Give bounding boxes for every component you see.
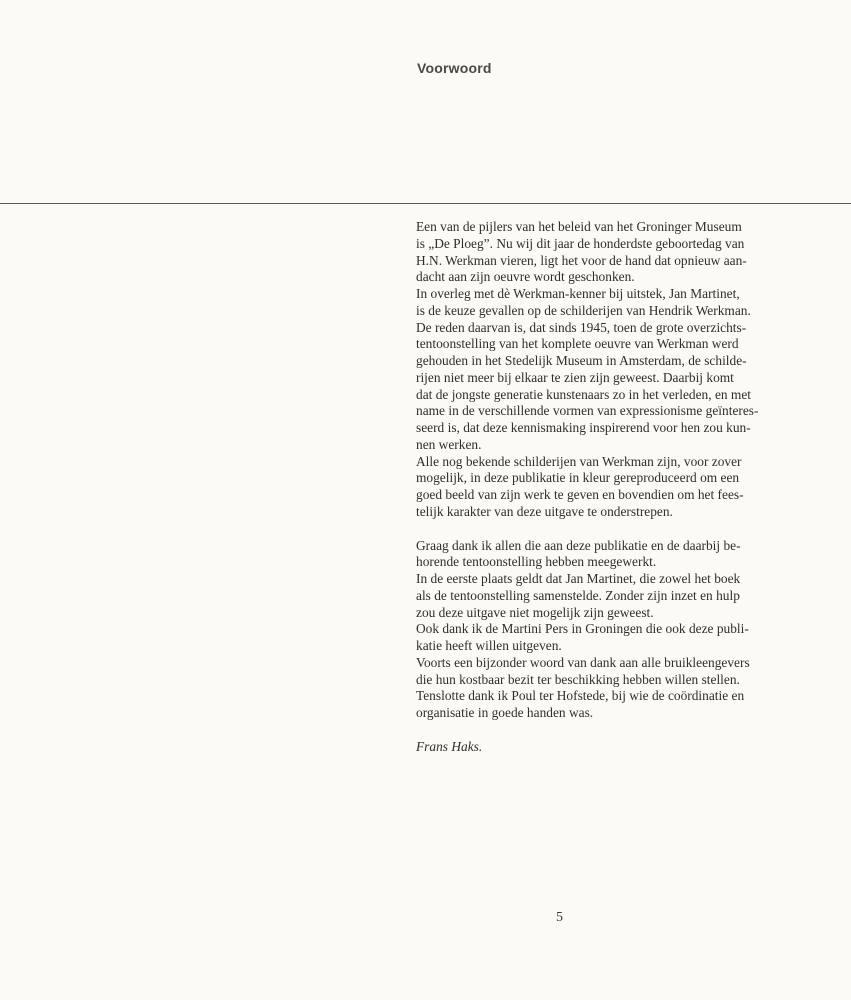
text-line: zou deze uitgave niet mogelijk zijn geweest.	[416, 604, 654, 620]
paragraph-acknowledgements	[416, 538, 811, 722]
text-line: dat de jongste generatie kunstenaars zo in het verleden, en met	[416, 386, 752, 402]
text-line: In de eerste plaats geldt dat Jan Martinet, die zowel het boek	[416, 571, 741, 586]
text-line: De reden daarvan is, dat sinds 1945, toen de grote overzichts-	[416, 319, 747, 335]
text-line: organisatie in goede handen was.	[416, 705, 594, 720]
text-line: is de keuze gevallen op de schilderijen van Hendrik Werkman.	[416, 302, 751, 318]
foreword-body	[416, 219, 811, 756]
text-line: gehouden in het Stedelijk Museum in Amsterdam, de schilde-	[416, 353, 747, 368]
horizontal-rule	[0, 203, 851, 204]
text-line: mogelijk, in deze publikatie in kleur gereproduceerd om een	[416, 470, 740, 486]
page-title: Voorwoord	[417, 60, 492, 76]
text-line: nen werken.	[416, 436, 482, 452]
text-line: seerd is, dat deze kennismaking inspirerend voor hen zou kun-	[416, 420, 751, 435]
text-line: name in de verschillende vormen van expressionisme geïnteres-	[416, 403, 759, 419]
text-line: goed beeld van zijn werk te geven en bovendien om het fees-	[416, 487, 744, 502]
text-line: Graag dank ik allen die aan deze publikatie en de daarbij be-	[416, 537, 741, 553]
text-line: telijk karakter van deze uitgave te onderstrepen.	[416, 503, 673, 519]
text-line: rijen niet meer bij elkaar te zien zijn geweest. Daarbij komt	[416, 369, 734, 385]
text-line: horende tentoonstelling hebben meegewerkt.	[416, 554, 657, 570]
text-line: als de tentoonstelling samenstelde. Zonder zijn inzet en hulp	[416, 587, 740, 603]
text-line: Een van de pijlers van het beleid van het Groninger Museum	[416, 219, 742, 234]
text-line: die hun kostbaar bezit ter beschikking hebben willen stellen.	[416, 671, 740, 687]
text-line: dacht aan zijn oeuvre wordt geschonken.	[416, 269, 635, 285]
page-number: 5	[556, 910, 563, 925]
text-line: Alle nog bekende schilderijen van Werkman zijn, voor zover	[416, 453, 742, 469]
text-line: tentoonstelling van het komplete oeuvre van Werkman werd	[416, 336, 739, 352]
paragraph-intro	[416, 219, 811, 521]
text-line: Tenslotte dank ik Poul ter Hofstede, bij wie de coördinatie en	[416, 688, 745, 704]
text-line: In overleg met dè Werkman-kenner bij uitstek, Jan Martinet,	[416, 286, 740, 301]
text-line: is „De Ploeg”. Nu wij dit jaar de honderdste geboortedag van	[416, 235, 745, 251]
text-line: H.N. Werkman vieren, ligt het voor de hand dat opnieuw aan-	[416, 252, 747, 268]
text-line: Ook dank ik de Martini Pers in Groningen die ook deze publi-	[416, 621, 749, 637]
text-line: Voorts een bijzonder woord van dank aan alle bruikleengevers	[416, 654, 750, 670]
text-line: katie heeft willen uitgeven.	[416, 638, 562, 653]
signature: Frans Haks.	[416, 738, 483, 754]
